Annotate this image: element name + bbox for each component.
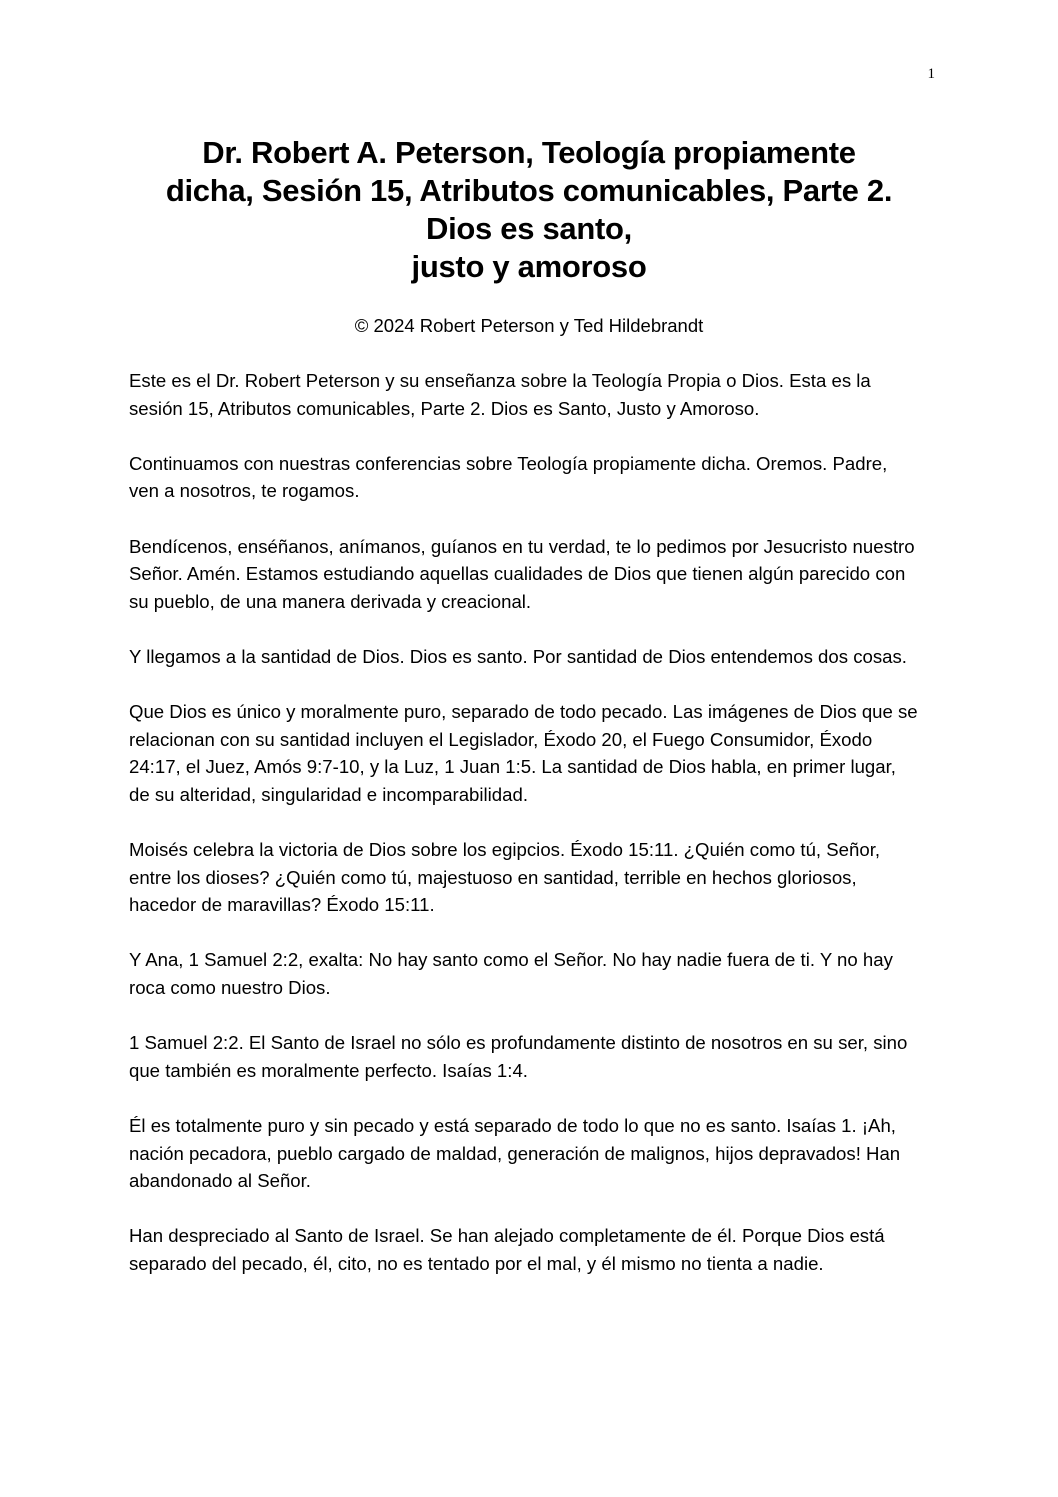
paragraph: Continuamos con nuestras conferencias sobre Teología propiamente dicha. Oremos. Padre, ven a nosotros, te rogamos. [129, 452, 888, 502]
paragraph: Que Dios es único y moralmente puro, separado de todo pecado. Las imágenes de Dios que se relacionan con su santidad incluyen el Legislador, Éxodo 20, el Fuego Consumidor, Éxodo 24:17, el Juez, Amós 9:7-10, y la Luz, 1 Juan 1:5. La santidad de Dios habla, en primer lugar, de su alteridad, singularidad e incomparabilidad. [129, 701, 918, 805]
copyright-line: © 2024 Robert Peterson y Ted Hildebrandt [354, 315, 704, 336]
title-line: Dios es santo, [426, 211, 632, 246]
title-line: dicha, Sesión 15, Atributos comunicables, Parte 2. [165, 173, 893, 208]
paragraph: Moisés celebra la victoria de Dios sobre los egipcios. Éxodo 15:11. ¿Quién como tú, Señor, entre los dioses? ¿Quién como tú, majestuoso en santidad, terrible en hechos gloriosos, hacedor de maravillas? Éxodo 15:11. [129, 839, 881, 916]
paragraph: Bendícenos, enséñanos, anímanos, guíanos en tu verdad, te lo pedimos por Jesucristo nuestro Señor. Amén. Estamos estudiando aquellas cualidades de Dios que tienen algún parecido con su pueblo, de una manera derivada y creacional. [129, 535, 915, 612]
paragraph: Él es totalmente puro y sin pecado y está separado de todo lo que no es santo. Isaías 1. ¡Ah, nación pecadora, pueblo cargado de maldad, generación de malignos, hijos depravados! Han abandonado al Señor. [129, 1115, 901, 1192]
paragraph: Este es el Dr. Robert Peterson y su enseñanza sobre la Teología Propia o Dios. Esta es la sesión 15, Atributos comunicables, Parte 2. Dios es Santo, Justo y Amoroso. [129, 370, 871, 419]
document-title [100, 134, 958, 286]
paragraph: Y Ana, 1 Samuel 2:2, exalta: No hay santo como el Señor. No hay nadie fuera de ti. Y no hay roca como nuestro Dios. [129, 949, 893, 999]
paragraph: Y llegamos a la santidad de Dios. Dios es santo. Por santidad de Dios entendemos dos cosas. [129, 645, 907, 667]
paragraph: Han despreciado al Santo de Israel. Se han alejado completamente de él. Porque Dios está separado del pecado, él, cito, no es tentado por el mal, y él mismo no tienta a nadie. [129, 1225, 885, 1274]
paragraph: 1 Samuel 2:2. El Santo de Israel no sólo es profundamente distinto de nosotros en su ser, sino que también es moralmente perfecto. Isaías 1:4. [129, 1032, 908, 1081]
document-body [129, 367, 919, 1305]
title-line: justo y amoroso [411, 249, 647, 284]
title-line: Dr. Robert A. Peterson, Teología propiamente [202, 135, 856, 170]
page-number: 1 [927, 66, 935, 82]
